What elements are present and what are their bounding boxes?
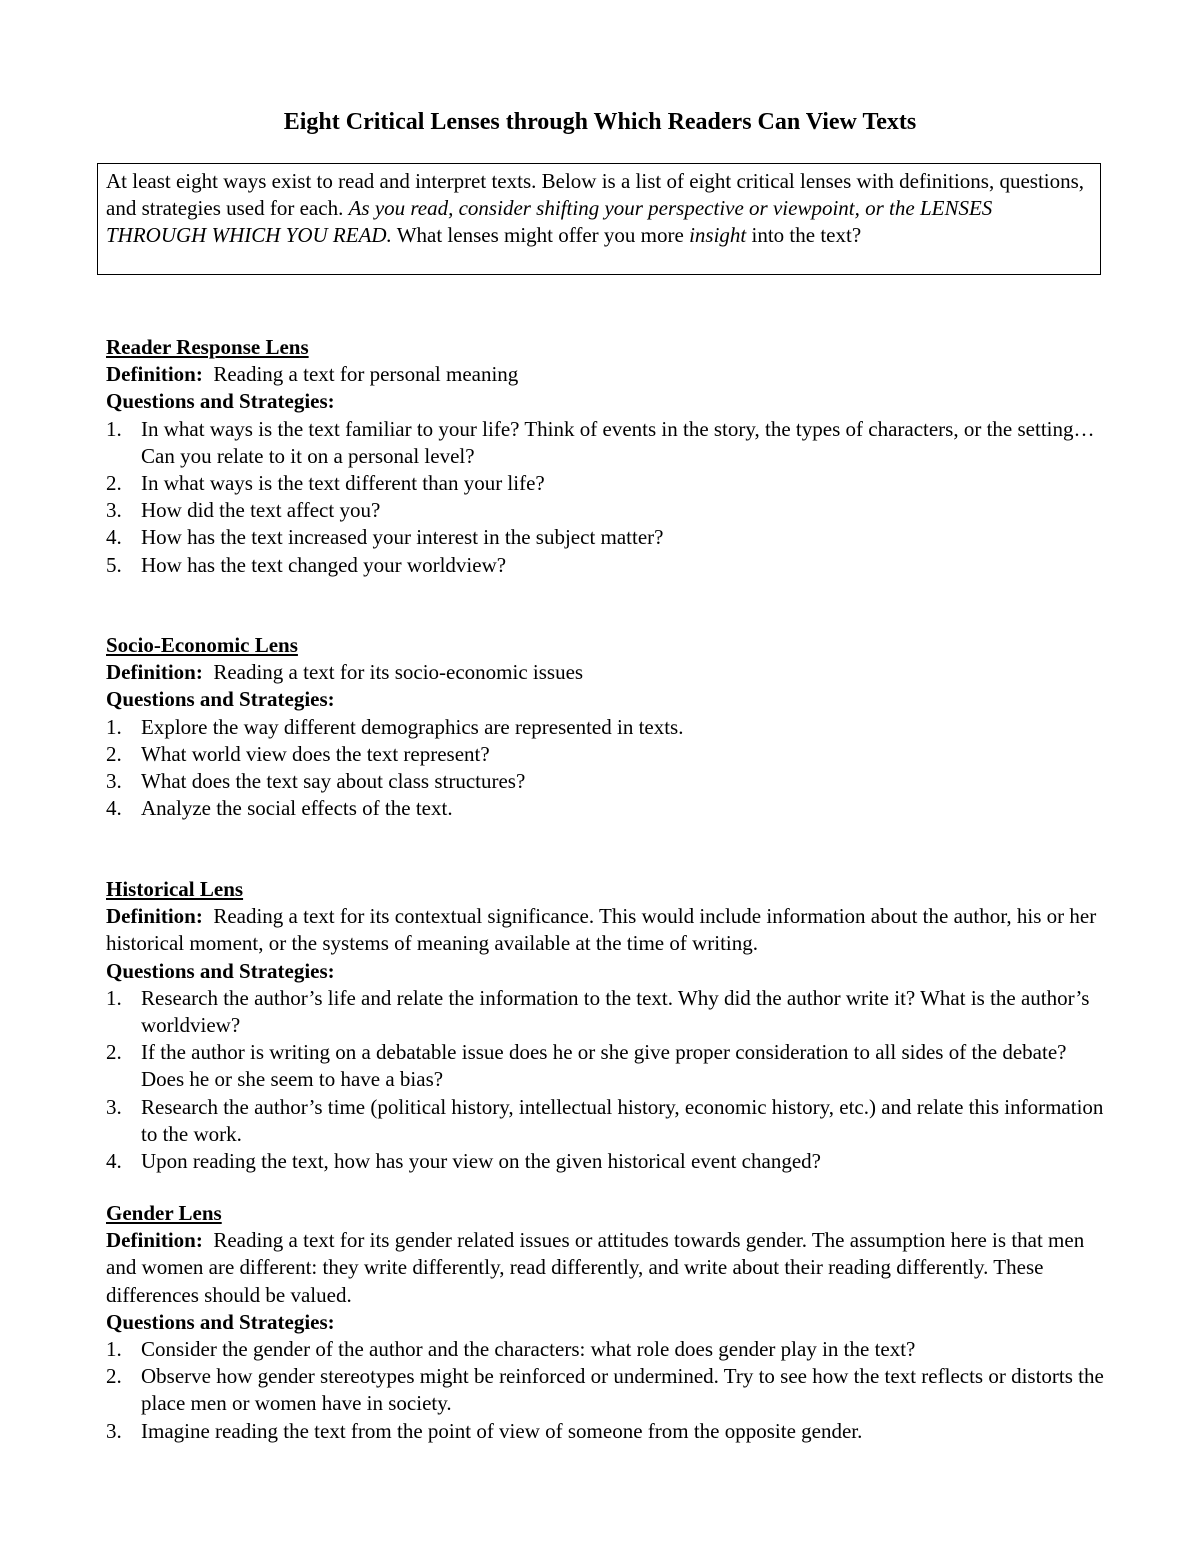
list-item	[106, 741, 1106, 768]
item-number: 4.	[106, 1149, 122, 1174]
intro-box	[97, 163, 1101, 275]
item-number: 2.	[106, 1364, 122, 1389]
questions-label: Questions and Strategies:	[106, 1309, 335, 1334]
item-text: Consider the gender of the author and the characters: what role does gender play in the text?	[141, 1337, 916, 1362]
section-heading: Socio-Economic Lens	[106, 633, 298, 657]
list-item	[106, 497, 1106, 524]
definition-text: Reading a text for its contextual significance. This would include information about the author, his or her historical moment, or the systems of meaning available at the time of writing.	[106, 904, 1097, 956]
section-reader-response	[106, 334, 1106, 579]
questions-list	[106, 985, 1106, 1175]
item-text: What does the text say about class structures?	[141, 769, 526, 794]
questions-label: Questions and Strategies:	[106, 687, 335, 712]
item-number: 4.	[106, 525, 122, 550]
section-heading: Gender Lens	[106, 1201, 222, 1225]
definition-line	[106, 361, 1106, 388]
item-text: Research the author’s time (political history, intellectual history, economic history, etc.) and relate this information to the work.	[141, 1094, 1104, 1146]
section-heading: Reader Response Lens	[106, 335, 309, 359]
item-number: 1.	[106, 416, 122, 441]
list-item	[106, 714, 1106, 741]
item-text: How has the text changed your worldview?	[141, 552, 507, 577]
item-text: How has the text increased your interest in the subject matter?	[141, 525, 664, 550]
intro-text-1: At least eight ways exist to read and interpret texts. Below is a list of eight critical lenses with definitions, questions, and strategies used for each.	[106, 169, 1085, 221]
definition-text: Reading a text for personal meaning	[213, 362, 519, 387]
item-text: What world view does the text represent?	[141, 741, 490, 766]
list-item	[106, 1148, 1106, 1175]
section-socio-economic	[106, 632, 1106, 822]
item-text: Upon reading the text, how has your view on the given historical event changed?	[141, 1149, 821, 1174]
list-item	[106, 768, 1106, 795]
item-number: 1.	[106, 985, 122, 1010]
definition-line	[106, 659, 1106, 686]
list-item	[106, 1039, 1106, 1093]
list-item	[106, 795, 1106, 822]
section-gender	[106, 1200, 1106, 1445]
item-number: 1.	[106, 714, 122, 739]
definition-label: Definition:	[106, 660, 203, 685]
intro-italic-1: As you read, consider shifting your perspective or viewpoint, or the	[348, 196, 920, 221]
item-number: 3.	[106, 769, 122, 794]
item-text: Imagine reading the text from the point of view of someone from the opposite gender.	[141, 1418, 863, 1443]
item-number: 4.	[106, 796, 122, 821]
list-item	[106, 470, 1106, 497]
page-title: Eight Critical Lenses through Which Readers Can View Texts	[283, 109, 917, 135]
list-item	[106, 416, 1106, 470]
item-text: How did the text affect you?	[141, 498, 381, 523]
item-number: 1.	[106, 1337, 122, 1362]
definition-line	[106, 1227, 1106, 1309]
questions-list	[106, 714, 1106, 823]
list-item	[106, 1336, 1106, 1363]
item-text: Analyze the social effects of the text.	[141, 796, 453, 821]
definition-text: Reading a text for its socio-economic issues	[213, 660, 584, 685]
intro-text-2: What lenses might offer you more	[391, 223, 690, 248]
item-number: 5.	[106, 552, 122, 577]
item-number: 2.	[106, 1040, 122, 1065]
item-text: Observe how gender stereotypes might be reinforced or undermined. Try to see how the text reflects or distorts the place men or women have in society.	[141, 1364, 1104, 1416]
item-text: Explore the way different demographics are represented in texts.	[141, 714, 684, 739]
item-number: 3.	[106, 1418, 122, 1443]
definition-text: Reading a text for its gender related issues or attitudes towards gender. The assumption here is that men and women are different: they write differently, read differently, and write about their reading differently. These differences should be valued.	[106, 1228, 1085, 1307]
questions-label: Questions and Strategies:	[106, 389, 335, 414]
questions-list	[106, 416, 1106, 579]
intro-italic-insight: insight	[689, 223, 747, 248]
item-number: 3.	[106, 1094, 122, 1119]
list-item	[106, 524, 1106, 551]
intro-italic-2: .	[386, 223, 392, 248]
intro-text-3: into the text?	[746, 223, 862, 248]
intro-italic-caps: LENSES THROUGH WHICH YOU READ	[106, 196, 993, 248]
list-item	[106, 552, 1106, 579]
item-text: In what ways is the text different than your life?	[141, 471, 545, 496]
definition-label: Definition:	[106, 1228, 203, 1253]
questions-label: Questions and Strategies:	[106, 958, 335, 983]
definition-line	[106, 903, 1106, 957]
item-number: 2.	[106, 471, 122, 496]
list-item	[106, 1363, 1106, 1417]
item-number: 3.	[106, 498, 122, 523]
list-item	[106, 985, 1106, 1039]
section-heading: Historical Lens	[106, 877, 244, 901]
item-text: Research the author’s life and relate the information to the text. Why did the author write it? What is the author’s worldview?	[141, 985, 1090, 1038]
definition-label: Definition:	[106, 904, 203, 929]
list-item	[106, 1418, 1106, 1445]
item-text: If the author is writing on a debatable issue does he or she give proper consideration to all sides of the debate? Does he or she seem to have a bias?	[141, 1040, 1067, 1092]
questions-list	[106, 1336, 1106, 1445]
section-historical	[106, 876, 1106, 1175]
list-item	[106, 1094, 1106, 1148]
item-number: 2.	[106, 741, 122, 766]
intro-paragraph	[106, 168, 1092, 250]
item-text: In what ways is the text familiar to your life? Think of events in the story, the types of characters, or the setting… Can you relate to it on a personal level?	[141, 416, 1095, 468]
definition-label: Definition:	[106, 362, 203, 387]
